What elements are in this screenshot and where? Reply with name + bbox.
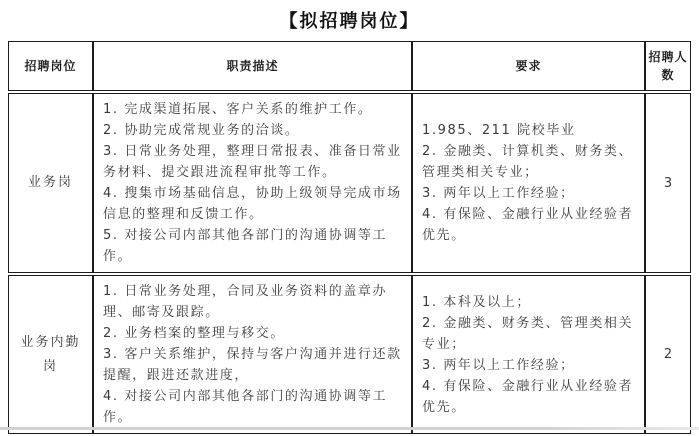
column-header: 招聘人数	[645, 41, 691, 91]
page-title: 【拟招聘岗位】	[279, 11, 420, 32]
recruitment-table	[8, 39, 691, 436]
table-row	[8, 93, 691, 273]
duty-item: 2. 业务档案的整理与移交。	[103, 326, 285, 341]
headcount-cell: 2	[645, 275, 691, 434]
requirement-item: 1. 本科及以上；	[422, 294, 531, 310]
requirement-item: 4. 有保险、金融行业从业经验者优先。	[422, 378, 634, 415]
column-header: 招聘岗位	[8, 41, 93, 91]
duty-item: 5. 对接公司内部其他各部门的沟通协调等工作。	[103, 228, 388, 264]
table-body	[8, 93, 691, 434]
position-cell: 业务内勤岗	[8, 275, 93, 434]
table-header	[8, 41, 691, 91]
headcount-cell: 3	[645, 93, 691, 273]
requirements-cell	[412, 93, 645, 273]
position-cell: 业务岗	[8, 93, 93, 273]
column-header: 职责描述	[93, 41, 412, 91]
column-header: 要求	[412, 41, 645, 91]
requirement-item: 2. 金融类、计算机类、财务类、管理类相关专业；	[422, 144, 634, 180]
table-row	[8, 275, 691, 434]
requirement-item: 3. 两年以上工作经验；	[422, 186, 575, 201]
requirement-item: 3. 两年以上工作经验；	[422, 357, 575, 373]
requirements-cell	[412, 275, 645, 434]
duties-cell	[93, 275, 412, 434]
duty-item: 1. 完成渠道拓展、客户关系的维护工作。	[103, 102, 373, 117]
duty-item: 3. 日常业务处理，整理日常报表、准备日常业务材料、提交跟进流程审批等工作。	[103, 144, 402, 180]
duties-cell	[93, 93, 412, 273]
duty-item: 1. 日常业务处理，合同及业务资料的盖章办理、邮寄及跟踪。	[103, 284, 388, 320]
requirement-item: 1.985、211 院校毕业	[422, 123, 576, 138]
duty-item: 2. 协助完成常规业务的洽谈。	[103, 123, 300, 138]
duty-item: 4. 搜集市场基础信息，协助上级领导完成市场信息的整理和反馈工作。	[103, 186, 402, 222]
bottom-edge-divider	[0, 427, 699, 430]
header-row	[8, 41, 691, 91]
duty-item: 3. 客户关系维护，保持与客户沟通并进行还款提醒，跟进还款进度，	[103, 347, 402, 383]
requirement-item: 4. 有保险、金融行业从业经验者优先。	[422, 207, 634, 243]
duty-item: 4. 对接公司内部其他各部门的沟通协调等工作。	[103, 389, 388, 425]
requirement-item: 2. 金融类、财务类、管理类相关专业；	[422, 315, 634, 352]
